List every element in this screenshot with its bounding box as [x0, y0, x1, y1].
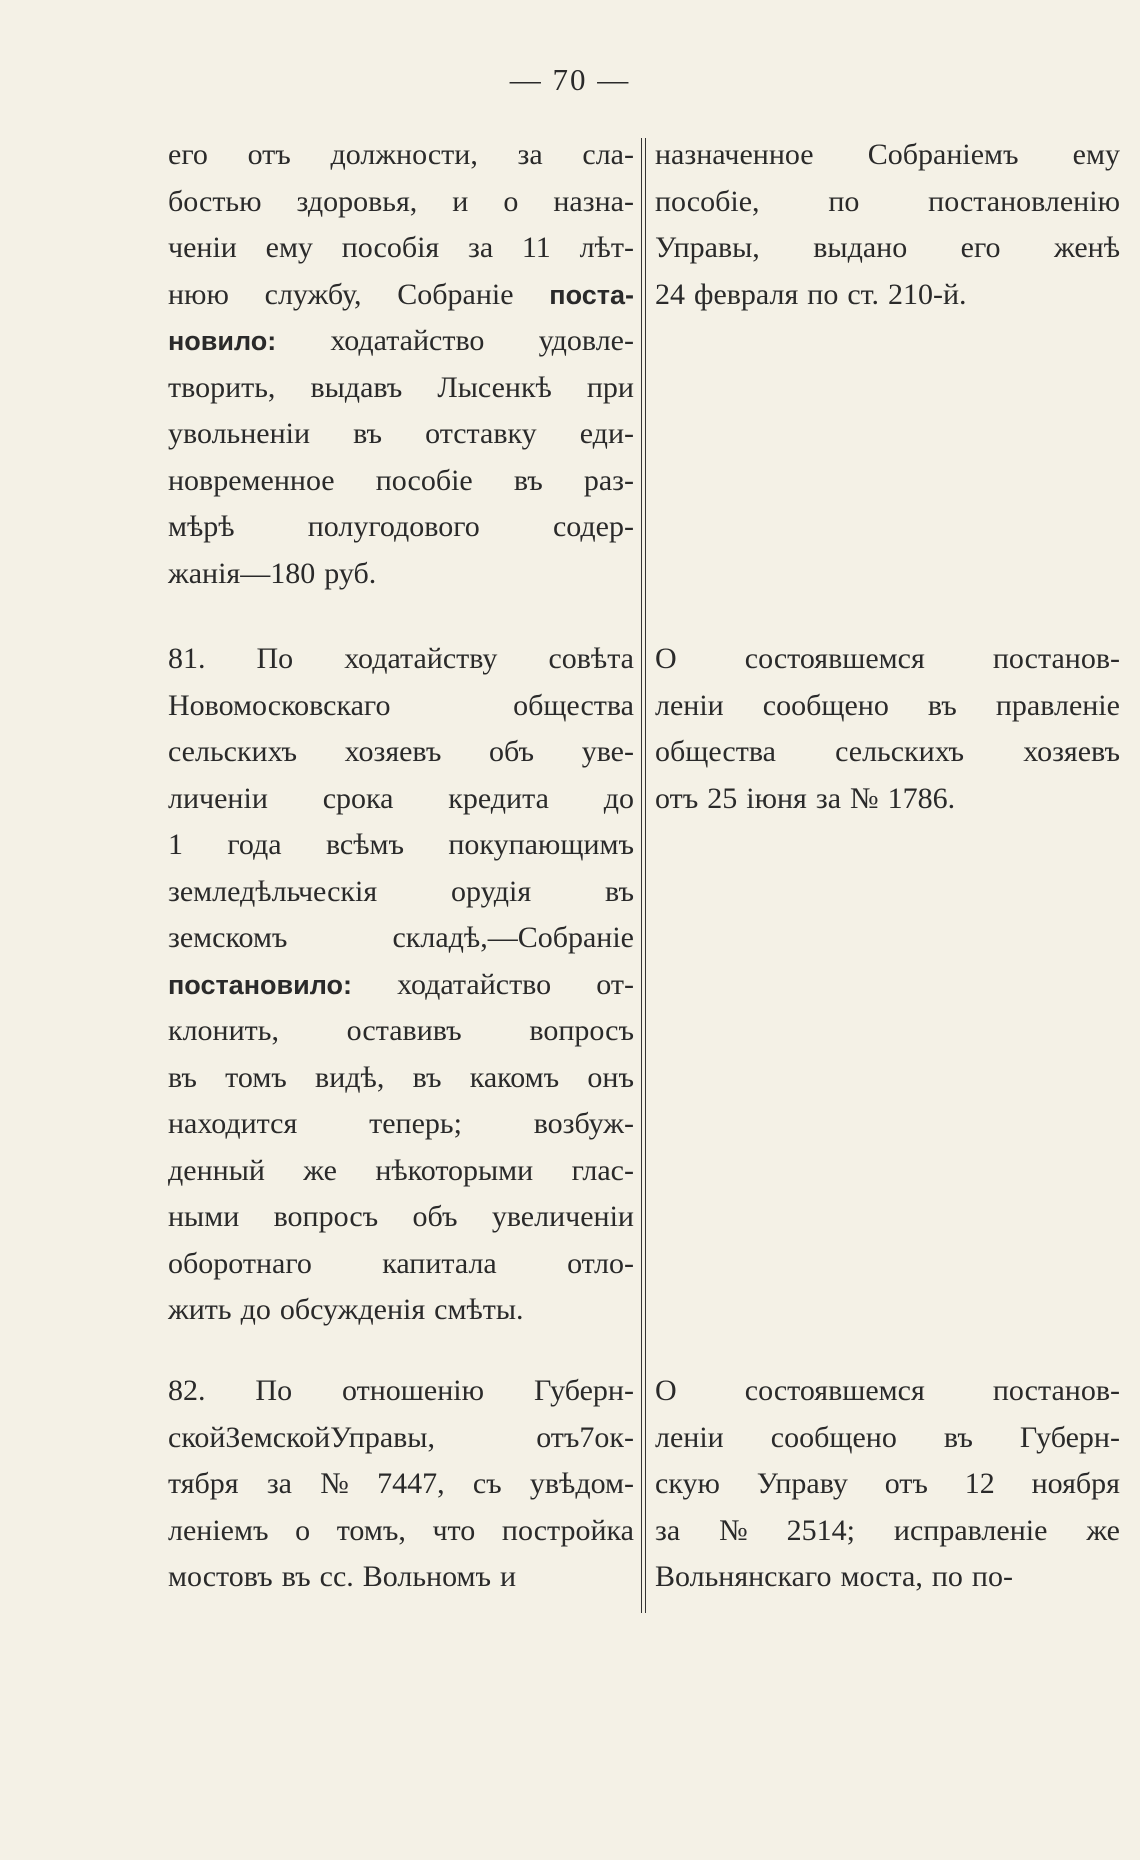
word: за — [266, 1467, 292, 1500]
word: Новомосковскаго — [168, 688, 391, 722]
word: кредита — [448, 781, 549, 815]
word: о — [503, 184, 519, 218]
word: увѣдом- — [529, 1467, 634, 1500]
word: полугодового — [307, 510, 480, 543]
word: постройка — [501, 1513, 634, 1547]
left-block-1 — [168, 132, 634, 597]
word: возбуж- — [533, 1107, 634, 1140]
word: въ — [412, 1060, 442, 1094]
word: женѣ — [1054, 231, 1120, 264]
word: Лысенкѣ — [437, 370, 552, 404]
text-line — [168, 822, 634, 869]
word: оборотнаго — [168, 1246, 312, 1280]
text-line — [168, 776, 634, 823]
word: какомъ — [469, 1060, 560, 1094]
text-line — [168, 504, 634, 551]
word: поста- — [549, 279, 634, 310]
word: томъ — [225, 1060, 287, 1094]
right-block-2 — [655, 636, 1120, 822]
word: нюю — [168, 277, 229, 311]
word: за — [815, 781, 842, 815]
word: ходатайству — [344, 642, 498, 675]
word: за — [517, 138, 543, 171]
text-line — [168, 318, 634, 365]
text-line — [655, 1554, 1120, 1601]
word: новило: — [168, 326, 277, 356]
right-block-1 — [655, 132, 1120, 318]
word: по — [828, 184, 860, 218]
word: сельскихъ — [168, 735, 297, 768]
word: всѣмъ — [325, 828, 405, 861]
word: ноября — [1031, 1467, 1120, 1500]
word: въ — [168, 1060, 197, 1094]
text-line — [168, 1194, 634, 1241]
word: пособіе, — [655, 184, 760, 218]
word: глас- — [571, 1153, 634, 1187]
word: вопросъ — [529, 1014, 634, 1047]
left-block-3 — [168, 1368, 634, 1601]
text-line — [655, 729, 1120, 776]
word: отставку — [425, 417, 537, 450]
word: постанов- — [992, 1374, 1120, 1407]
word: увольненіи — [168, 417, 311, 450]
word: по — [807, 277, 839, 311]
word: мѣрѣ — [168, 510, 235, 543]
word: въ — [353, 417, 383, 450]
word: ходатайство — [330, 324, 485, 357]
word: бостью — [168, 184, 262, 218]
word: за — [467, 231, 494, 264]
page-number: — 70 — — [509, 62, 631, 97]
word: Управы, — [655, 231, 760, 264]
word: въ — [943, 1420, 973, 1454]
word: въ — [513, 463, 543, 497]
word: тября — [168, 1467, 239, 1500]
word: 25 — [707, 781, 738, 815]
word: Управу — [756, 1467, 848, 1500]
word: скую — [655, 1467, 720, 1500]
word: 210-й. — [888, 277, 967, 311]
text-line — [655, 132, 1120, 179]
word: № — [850, 781, 879, 815]
word: складѣ,—Собраніе — [392, 921, 634, 954]
word: онъ — [587, 1060, 634, 1094]
word: совѣта — [548, 642, 634, 675]
word: отъ — [655, 781, 699, 815]
word: денный — [168, 1153, 265, 1187]
word: состоявшемся — [744, 1374, 925, 1407]
word: службу, — [264, 277, 362, 311]
word: о — [295, 1513, 311, 1547]
word: Губерн- — [533, 1374, 634, 1407]
word: постановило: — [168, 969, 352, 1000]
text-line — [655, 179, 1120, 226]
word: правленіе — [995, 688, 1120, 722]
word: выдано — [813, 231, 908, 264]
word: исправленіе — [893, 1513, 1048, 1547]
word: капитала — [382, 1246, 497, 1280]
word: смѣты. — [434, 1293, 524, 1326]
word: жить — [168, 1293, 232, 1326]
word: ченіи — [168, 231, 237, 264]
text-line — [168, 1008, 634, 1055]
word: же — [303, 1153, 337, 1187]
word: отъ — [884, 1467, 928, 1500]
text-line — [168, 915, 634, 962]
word: томъ, — [336, 1513, 406, 1547]
word: леніи — [655, 1420, 724, 1454]
word: выдавъ — [310, 370, 403, 404]
text-line — [168, 1554, 634, 1601]
word: 81. — [168, 642, 206, 675]
word: 1786. — [887, 781, 956, 815]
text-line — [168, 365, 634, 412]
text-line — [655, 225, 1120, 272]
word: постановленію — [928, 184, 1120, 218]
word: По — [256, 642, 294, 675]
word: и — [500, 1560, 517, 1593]
word: хозяевъ — [344, 735, 442, 768]
text-line — [655, 272, 1120, 319]
word: срока — [322, 781, 394, 815]
word: покупающимъ — [448, 828, 634, 861]
word: Губерн- — [1019, 1420, 1120, 1454]
word: при — [586, 370, 634, 404]
text-line — [168, 962, 634, 1009]
word: леніемъ — [168, 1513, 269, 1547]
word: отъ7ок- — [536, 1420, 634, 1454]
word: личеніи — [168, 781, 268, 815]
text-line — [168, 1508, 634, 1555]
text-line — [168, 729, 634, 776]
text-line — [655, 683, 1120, 730]
word: хозяевъ — [1023, 735, 1120, 768]
word: объ — [489, 735, 535, 768]
word: въ — [281, 1560, 311, 1593]
text-line — [168, 1287, 634, 1334]
word: его — [168, 138, 208, 171]
word: 2514; — [786, 1513, 855, 1547]
word: его — [960, 231, 1001, 264]
word: нѣкоторыми — [375, 1153, 534, 1187]
word: ходатайство — [397, 967, 552, 1001]
word: ст. — [847, 277, 880, 311]
word: сс. — [319, 1560, 354, 1593]
word: вопросъ — [273, 1200, 379, 1233]
text-line — [168, 636, 634, 683]
word: іюня — [746, 781, 807, 815]
word: должности, — [330, 138, 478, 171]
text-line — [655, 636, 1120, 683]
word: состоявшемся — [744, 642, 925, 675]
text-line — [168, 411, 634, 458]
word: же — [1086, 1513, 1120, 1547]
word: скойЗемскойУправы, — [168, 1420, 435, 1454]
text-line — [655, 1508, 1120, 1555]
word: объ — [412, 1200, 458, 1233]
word: пособіе — [375, 463, 473, 497]
word: новременное — [168, 463, 335, 497]
word: отло- — [567, 1246, 634, 1280]
word: земледѣльческія — [168, 874, 378, 908]
word: творить, — [168, 370, 276, 404]
word: мостовъ — [168, 1560, 273, 1593]
word: сообщено — [762, 688, 889, 722]
text-line — [168, 225, 634, 272]
word: общества — [655, 735, 776, 768]
word: № — [719, 1513, 748, 1547]
word: февраля — [694, 277, 799, 311]
word: леніи — [655, 688, 724, 722]
word: Вольномъ — [362, 1560, 492, 1593]
text-line — [168, 1055, 634, 1102]
word: видѣ, — [315, 1060, 385, 1094]
word: 82. — [168, 1374, 206, 1407]
word: Вольнянскаго — [655, 1560, 832, 1593]
word: назначенное — [655, 138, 814, 171]
word: 24 — [655, 277, 685, 311]
word: 12 — [964, 1467, 995, 1500]
word: 11 — [521, 231, 551, 264]
word: руб. — [324, 556, 377, 590]
word: О — [655, 1374, 677, 1407]
word: лѣт- — [579, 231, 634, 264]
text-line — [168, 458, 634, 505]
word: общества — [513, 688, 634, 722]
text-line — [168, 1415, 634, 1462]
text-line — [655, 1461, 1120, 1508]
word: въ — [927, 688, 957, 722]
word: № — [320, 1467, 349, 1500]
word: земскомъ — [168, 921, 288, 954]
word: здоровья, — [296, 184, 418, 218]
word: обсужденія — [279, 1293, 426, 1326]
text-line — [168, 1461, 634, 1508]
text-line — [168, 1101, 634, 1148]
column-divider-left — [641, 138, 642, 1613]
word: жанія—180 — [168, 556, 316, 590]
word: и — [452, 184, 469, 218]
word: раз- — [583, 463, 634, 497]
word: содер- — [552, 510, 634, 543]
word: увеличеніи — [491, 1200, 634, 1233]
left-block-2 — [168, 636, 634, 1334]
word: пособія — [341, 231, 440, 264]
word: О — [655, 642, 677, 675]
word: до — [603, 781, 634, 815]
text-line — [168, 551, 634, 598]
word: постанов- — [992, 642, 1120, 675]
word: 7447, — [377, 1467, 445, 1500]
word: ему — [265, 231, 313, 264]
word: находится — [168, 1107, 298, 1140]
word: от- — [596, 967, 634, 1001]
text-line — [168, 683, 634, 730]
word: ными — [168, 1200, 240, 1233]
word: за — [655, 1513, 681, 1547]
word: по- — [971, 1560, 1013, 1593]
word: клонить, — [168, 1014, 279, 1047]
word: удовле- — [538, 324, 634, 357]
word: сла- — [582, 138, 634, 171]
text-line — [168, 132, 634, 179]
word: орудія — [451, 874, 532, 908]
text-line — [168, 272, 634, 319]
word: по — [931, 1560, 963, 1593]
text-line — [168, 1241, 634, 1288]
text-line — [655, 1415, 1120, 1462]
word: отношенію — [342, 1374, 485, 1407]
right-block-3 — [655, 1368, 1120, 1601]
word: до — [240, 1293, 271, 1326]
word: отъ — [247, 138, 291, 171]
word: сообщено — [770, 1420, 897, 1454]
word: ему — [1072, 138, 1120, 171]
word: еди- — [579, 417, 634, 450]
word: теперь; — [369, 1107, 462, 1140]
text-line — [655, 776, 1120, 823]
word: съ — [472, 1467, 502, 1500]
word: уве- — [581, 735, 634, 768]
text-line — [168, 179, 634, 226]
word: что — [432, 1513, 476, 1547]
word: Собраніе — [397, 277, 514, 311]
word: 1 — [168, 828, 183, 861]
word: оставивъ — [346, 1014, 462, 1047]
word: По — [255, 1374, 293, 1407]
text-line — [168, 1148, 634, 1195]
word: Собраніемъ — [867, 138, 1019, 171]
word: назна- — [553, 184, 634, 218]
text-line — [168, 869, 634, 916]
word: года — [227, 828, 282, 861]
word: сельскихъ — [835, 735, 965, 768]
text-line — [655, 1368, 1120, 1415]
text-line — [168, 1368, 634, 1415]
column-divider-right — [645, 138, 646, 1613]
word: моста, — [840, 1560, 923, 1593]
word: въ — [605, 874, 634, 908]
